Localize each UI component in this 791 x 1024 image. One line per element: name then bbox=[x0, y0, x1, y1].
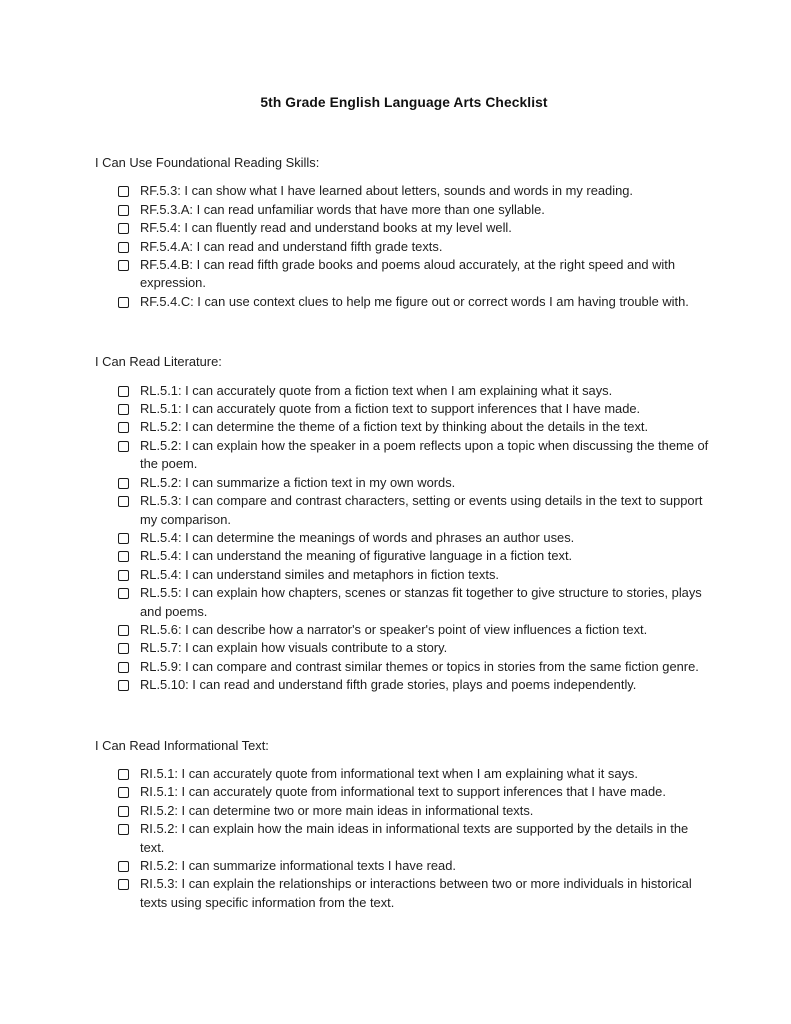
checklist-item-label: RF.5.4.B: I can read fifth grade books and poems aloud accurately, at the right speed and with expression. bbox=[140, 257, 676, 291]
checklist-item bbox=[95, 400, 713, 418]
empty-checkbox-icon bbox=[118, 297, 129, 308]
empty-checkbox-icon bbox=[118, 769, 129, 780]
checklist-item-label: RI.5.2: I can determine two or more main ideas in informational texts. bbox=[140, 802, 534, 818]
checklist-item-label: RI.5.2: I can explain how the main ideas in informational texts are supported by the details in the text. bbox=[140, 821, 689, 855]
checklist-item-label: RF.5.4.C: I can use context clues to help me figure out or correct words I am having trouble with. bbox=[140, 293, 689, 309]
checklist-item bbox=[95, 658, 713, 676]
checklist-item bbox=[95, 584, 713, 621]
checklist-item bbox=[95, 418, 713, 436]
empty-checkbox-icon bbox=[118, 680, 129, 691]
checklist-item bbox=[95, 238, 713, 256]
checklist-item bbox=[95, 802, 713, 820]
page-title: 5th Grade English Language Arts Checklist bbox=[260, 95, 548, 110]
checklist-item-label: RL.5.1: I can accurately quote from a fiction text to support inferences that I have made. bbox=[140, 401, 641, 417]
empty-checkbox-icon bbox=[118, 478, 129, 489]
checklist-item-label: RI.5.1: I can accurately quote from informational text to support inferences that I have made. bbox=[140, 784, 666, 800]
checklist-item-label: RL.5.5: I can explain how chapters, scenes or stanzas fit together to give structure to stories, plays and poems. bbox=[140, 585, 702, 619]
checklist-item-label: RL.5.4: I can determine the meanings of words and phrases an author uses. bbox=[140, 529, 575, 545]
checklist-item bbox=[95, 474, 713, 492]
checklist-item bbox=[95, 529, 713, 547]
checklist-item bbox=[95, 639, 713, 657]
checklist-item bbox=[95, 201, 713, 219]
empty-checkbox-icon bbox=[118, 260, 129, 271]
section-read-literature bbox=[95, 353, 713, 694]
checklist-item-label: RI.5.2: I can summarize informational texts I have read. bbox=[140, 858, 456, 873]
empty-checkbox-icon bbox=[118, 551, 129, 562]
checklist-item bbox=[95, 293, 713, 311]
checklist-item-label: RL.5.2: I can determine the theme of a fiction text by thinking about the details in the text. bbox=[140, 419, 649, 435]
checklist-item bbox=[95, 182, 713, 200]
empty-checkbox-icon bbox=[118, 242, 129, 253]
empty-checkbox-icon bbox=[118, 662, 129, 673]
checklist-item-label: RI.5.1: I can accurately quote from informational text when I am explaining what it says. bbox=[140, 765, 638, 781]
checklist-item bbox=[95, 676, 713, 694]
empty-checkbox-icon bbox=[118, 625, 129, 636]
checklist-item-label: RI.5.3: I can explain the relationships or interactions between two or more individuals in historical texts using specific information from the text. bbox=[140, 876, 692, 910]
section-foundational-reading-skills bbox=[95, 154, 713, 311]
empty-checkbox-icon bbox=[118, 441, 129, 452]
checklist-item bbox=[95, 382, 713, 400]
checklist-item-label: RL.5.4: I can understand similes and metaphors in fiction texts. bbox=[140, 566, 499, 582]
empty-checkbox-icon bbox=[118, 223, 129, 234]
empty-checkbox-icon bbox=[118, 496, 129, 507]
checklist-item-label: RL.5.2: I can explain how the speaker in a poem reflects upon a topic when discussing the theme of the poem. bbox=[140, 437, 709, 472]
checklist bbox=[95, 765, 713, 912]
empty-checkbox-icon bbox=[118, 787, 129, 798]
empty-checkbox-icon bbox=[118, 186, 129, 197]
checklist bbox=[95, 182, 713, 311]
empty-checkbox-icon bbox=[118, 570, 129, 581]
section-heading: I Can Read Literature: bbox=[95, 354, 222, 370]
checklist-item-label: RF.5.3: I can show what I have learned about letters, sounds and words in my reading. bbox=[140, 183, 633, 199]
checklist-item bbox=[95, 820, 713, 857]
checklist-item-label: RL.5.2: I can summarize a fiction text in my own words. bbox=[140, 474, 456, 490]
checklist-item bbox=[95, 219, 713, 237]
checklist-item bbox=[95, 566, 713, 584]
checklist-item bbox=[95, 875, 713, 912]
checklist-item-label: RL.5.7: I can explain how visuals contribute to a story. bbox=[140, 640, 448, 656]
checklist-item-label: RL.5.4: I can understand the meaning of figurative language in a fiction text. bbox=[140, 548, 573, 564]
empty-checkbox-icon bbox=[118, 643, 129, 654]
section-heading: I Can Use Foundational Reading Skills: bbox=[95, 155, 320, 170]
checklist-item-label: RL.5.6: I can describe how a narrator's or speaker's point of view influences a fiction text. bbox=[140, 621, 648, 637]
empty-checkbox-icon bbox=[118, 404, 129, 415]
empty-checkbox-icon bbox=[118, 205, 129, 216]
checklist-item bbox=[95, 492, 713, 529]
empty-checkbox-icon bbox=[118, 806, 129, 817]
empty-checkbox-icon bbox=[118, 533, 129, 544]
empty-checkbox-icon bbox=[118, 588, 129, 599]
checklist-item bbox=[95, 857, 713, 875]
section-heading: I Can Read Informational Text: bbox=[95, 737, 269, 753]
checklist-item-label: RF.5.4.A: I can read and understand fifth grade texts. bbox=[140, 238, 443, 254]
checklist-item bbox=[95, 765, 713, 783]
checklist-item bbox=[95, 256, 713, 293]
empty-checkbox-icon bbox=[118, 879, 129, 890]
section-read-informational-text bbox=[95, 737, 713, 913]
checklist bbox=[95, 382, 713, 695]
empty-checkbox-icon bbox=[118, 386, 129, 397]
checklist-item bbox=[95, 547, 713, 565]
checklist-item-label: RF.5.4: I can fluently read and understand books at my level well. bbox=[140, 220, 512, 236]
checklist-item-label: RF.5.3.A: I can read unfamiliar words that have more than one syllable. bbox=[140, 201, 545, 217]
empty-checkbox-icon bbox=[118, 422, 129, 433]
empty-checkbox-icon bbox=[118, 861, 129, 872]
empty-checkbox-icon bbox=[118, 824, 129, 835]
checklist-item-label: RL.5.1: I can accurately quote from a fiction text when I am explaining what it says. bbox=[140, 382, 613, 398]
checklist-item-label: RL.5.10: I can read and understand fifth grade stories, plays and poems independently. bbox=[140, 677, 637, 693]
checklist-item bbox=[95, 437, 713, 474]
checklist-item-label: RL.5.9: I can compare and contrast similar themes or topics in stories from the same fiction genre. bbox=[140, 658, 699, 674]
checklist-item bbox=[95, 783, 713, 801]
checklist-item-label: RL.5.3: I can compare and contrast characters, setting or events using details in the text to support my comparison. bbox=[140, 493, 703, 527]
checklist-item bbox=[95, 621, 713, 639]
